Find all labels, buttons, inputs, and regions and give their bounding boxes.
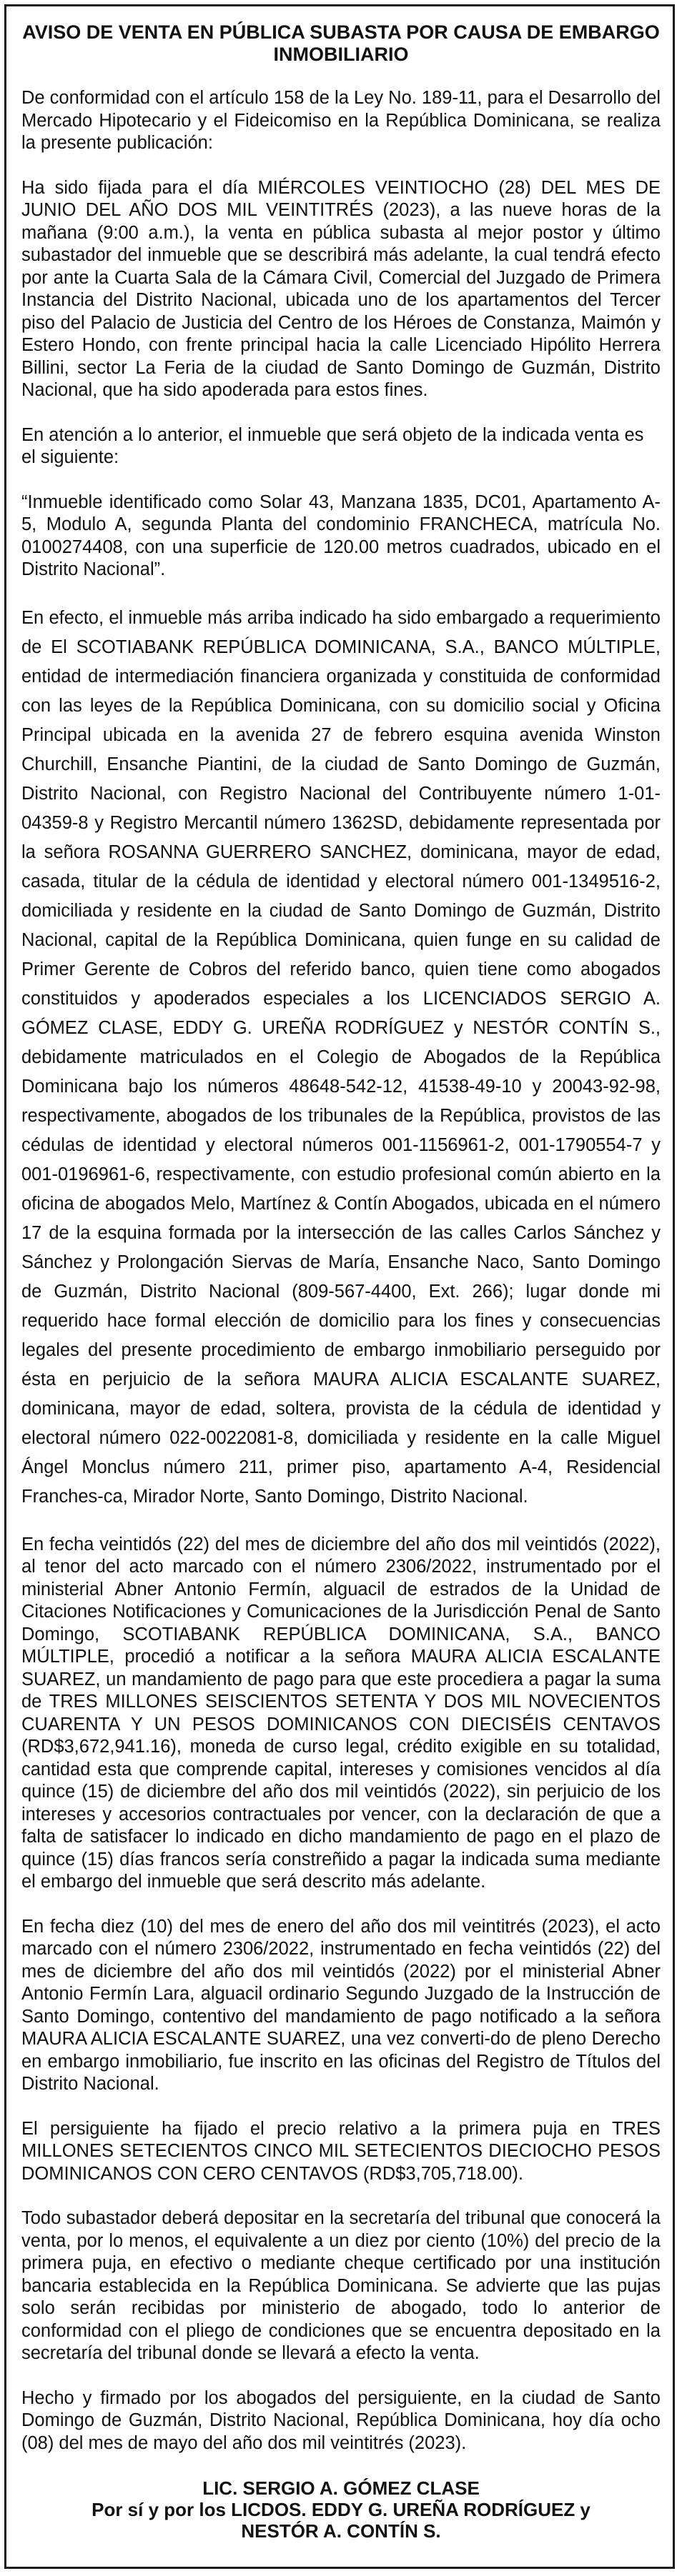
paragraph-deposit-conditions: Todo subastador deberá depositar en la secretaría del tribunal que conocerá la venta, por lo menos, el equivalente a un diez por ciento (10%) del precio de la primera puja, en efectivo o mediante cheque certificado por una institución bancaria establecida en la República Dominicana. Se advierte que las pujas solo serán recibidas por ministerio de abogado, todo lo anterior de conformidad con el pliego de condiciones que se encuentra depositado en la secretaría del tribunal donde se llevará a efecto la venta. [21,2208,661,2363]
paragraph-seizure-details: En efecto, el inmueble más arriba indicado ha sido embargado a requerimiento de El SCOTIABANK REPÚBLICA DOMINICANA, S.A., BANCO MÚLTIPLE, entidad de intermediación financiera organizada y constituida de conformidad con las leyes de la República Dominicana, con su domicilio social y Oficina Principal ubicada en la avenida 27 de febrero esquina avenida Winston Churchill, Ensanche Piantini, de la ciudad de Santo Domingo de Guzmán, Distrito Nacional, con Registro Nacional del Contribuyente número 1-01-04359-8 y Registro Mercantil número 1362SD, debidamente representada por la señora ROSANNA GUERRERO SANCHEZ, dominicana, mayor de edad, casada, titular de la cédula de identidad y electoral número 001-1349516-2, domiciliada y residente en la ciudad de Santo Domingo de Guzmán, Distrito Nacional, capital de la República Dominicana, quien funge en su calidad de Primer Gerente de Cobros del referido banco, quien tiene como abogados constituidos y apoderados especiales a los LICENCIADOS SERGIO A. GÓMEZ CLASE, EDDY G. UREÑA RODRÍGUEZ y NESTÓR CONTÍN S., debidamente matriculados en el Colegio de Abogados de la República Dominicana bajo los números 48648-542-12, 41538-49-10 y 20043-92-98, respectivamente, abogados de los tribunales de la República, provistos de las cédulas de identidad y electoral números 001-1156961-2, 001-1790554-7 y 001-0196961-6, respectivamente, con estudio profesional común abierto en la oficina de abogados Melo, Martínez & Contín Abogados, ubicada en el número 17 de la esquina formada por la intersección de las calles Carlos Sánchez y Sánchez y Prolongación Siervas de María, Ensanche Naco, Santo Domingo de Guzmán, Distrito Nacional (809-567-4400, Ext. 266); lugar donde mi requerido hace formal elección de domicilio para los fines y consecuencias legales del presente procedimiento de embargo inmobiliario perseguido por ésta en perjuicio de la señora MAURA ALICIA ESCALANTE SUAREZ, dominicana, mayor de edad, soltera, provista de la cédula de identidad y electoral número 022-0022081-8, domiciliada y residente en la calle Miguel Ángel Monclus número 211, primer piso, apartamento A-4, Residencial Franches-ca, Mirador Norte, Santo Domingo, Distrito Nacional. [21,607,661,1507]
notice-title: AVISO DE VENTA EN PÚBLICA SUBASTA POR CAUSA DE EMBARGO INMOBILIARIO [22,21,660,65]
paragraph-property-intro: En atención a lo anterior, el inmueble que será objeto de la indicada venta es el siguiente: [21,424,644,467]
paragraph-property-description: “Inmueble identificado como Solar 43, Manzana 1835, DC01, Apartamento A-5, Modulo A, segunda Planta del condominio FRANCHECA, matrícula No. 0100274408, con una superficie de 120.00 metros cuadrados, ubicado en el Distrito Nacional”. [21,491,661,579]
signature-name: LIC. SERGIO A. GÓMEZ CLASE [202,2477,480,2499]
paragraph-signed-date: Hecho y firmado por los abogados del persiguiente, en la ciudad de Santo Domingo de Guzmán, Distrito Nacional, República Dominicana, hoy día ocho (08) del mes de mayo del año dos mil veintitrés (2023). [21,2387,661,2453]
paragraph-auction-date: Ha sido fijada para el día MIÉRCOLES VEINTIOCHO (28) DEL MES DE JUNIO DEL AÑO DOS MIL VEINTITRÉS (2023), a las nueve horas de la mañana (9:00 a.m.), la venta en pública subasta al mejor postor y último subastador del inmueble que se describirá más adelante, la cual tendrá efecto por ante la Cuarta Sala de la Cámara Civil, Comercial del Juzgado de Primera Instancia del Distrito Nacional, ubicada uno de los apartamentos del Tercer piso del Palacio de Justicia del Centro de los Héroes de Constanza, Maimón y Estero Hondo, con frente principal hacia la calle Licenciado Hipólito Herrera Billini, sector La Feria de la ciudad de Santo Domingo de Guzmán, Distrito Nacional, que ha sido apoderada para estos fines. [21,177,661,400]
signature-block [21,2477,661,2542]
paragraph-registration: En fecha diez (10) del mes de enero del año dos mil veintitrés (2023), el acto marcado con el número 2306/2022, instrumentado en fecha veintidós (22) del mes de diciembre del año dos mil veintidós (2022) por el ministerial Abner Antonio Fermín Lara, alguacil ordinario Segundo Juzgado de la Instrucción de Santo Domingo, contentivo del mandamiento de pago notificado a la señora MAURA ALICIA ESCALANTE SUAREZ, una vez converti-do de pleno Derecho en embargo inmobiliario, fue inscrito en las oficinas del Registro de Títulos del Distrito Nacional. [21,1916,661,2094]
paragraph-legal-basis: De conformidad con el artículo 158 de la Ley No. 189-11, para el Desarrollo del Mercado Hipotecario y el Fideicomiso en la República Dominicana, se realiza la presente publicación: [21,88,661,153]
signature-co-lawyer: NESTÓR A. CONTÍN S. [241,2520,441,2542]
paragraph-payment-order: En fecha veintidós (22) del mes de diciembre del año dos mil veintidós (2022), al tenor del acto marcado con el número 2306/2022, instrumentado por el ministerial Abner Antonio Fermín, alguacil de estrados de la Unidad de Citaciones Notificaciones y Comunicaciones de la Jurisdicción Penal de Santo Domingo, SCOTIABANK REPÚBLICA DOMINICANA, S.A., BANCO MÚLTIPLE, procedió a notificar a la señora MAURA ALICIA ESCALANTE SUAREZ, un mandamiento de pago para que este procediera a pagar la suma de TRES MILLONES SEISCIENTOS SETENTA Y DOS MIL NOVECIENTOS CUARENTA Y UN PESOS DOMINICANOS CON DIECISÉIS CENTAVOS (RD$3,672,941.16), moneda de curso legal, crédito exigible en su totalidad, cantidad esta que comprende capital, intereses y comisiones vencidos al día quince (15) de diciembre del año dos mil veintidós (2022), sin perjuicio de los intereses y accesorios contractuales por vencer, con la declaración de que a falta de satisfacer lo indicado en dicho mandamiento de pago en el plazo de quince (15) días francos sería constreñido a pagar la indicada suma mediante el embargo del inmueble que será descrito más adelante. [21,1534,661,1892]
signature-on-behalf: Por sí y por los LICDOS. EDDY G. UREÑA RODRÍGUEZ y [92,2499,590,2520]
notice-content [21,21,661,2542]
paragraph-first-bid-price: El persiguiente ha fijado el precio relativo a la primera puja en TRES MILLONES SETECIENTOS CINCO MIL SETECIENTOS DIECIOCHO PESOS DOMINICANOS CON CERO CENTAVOS (RD$3,705,718.00). [21,2118,661,2184]
